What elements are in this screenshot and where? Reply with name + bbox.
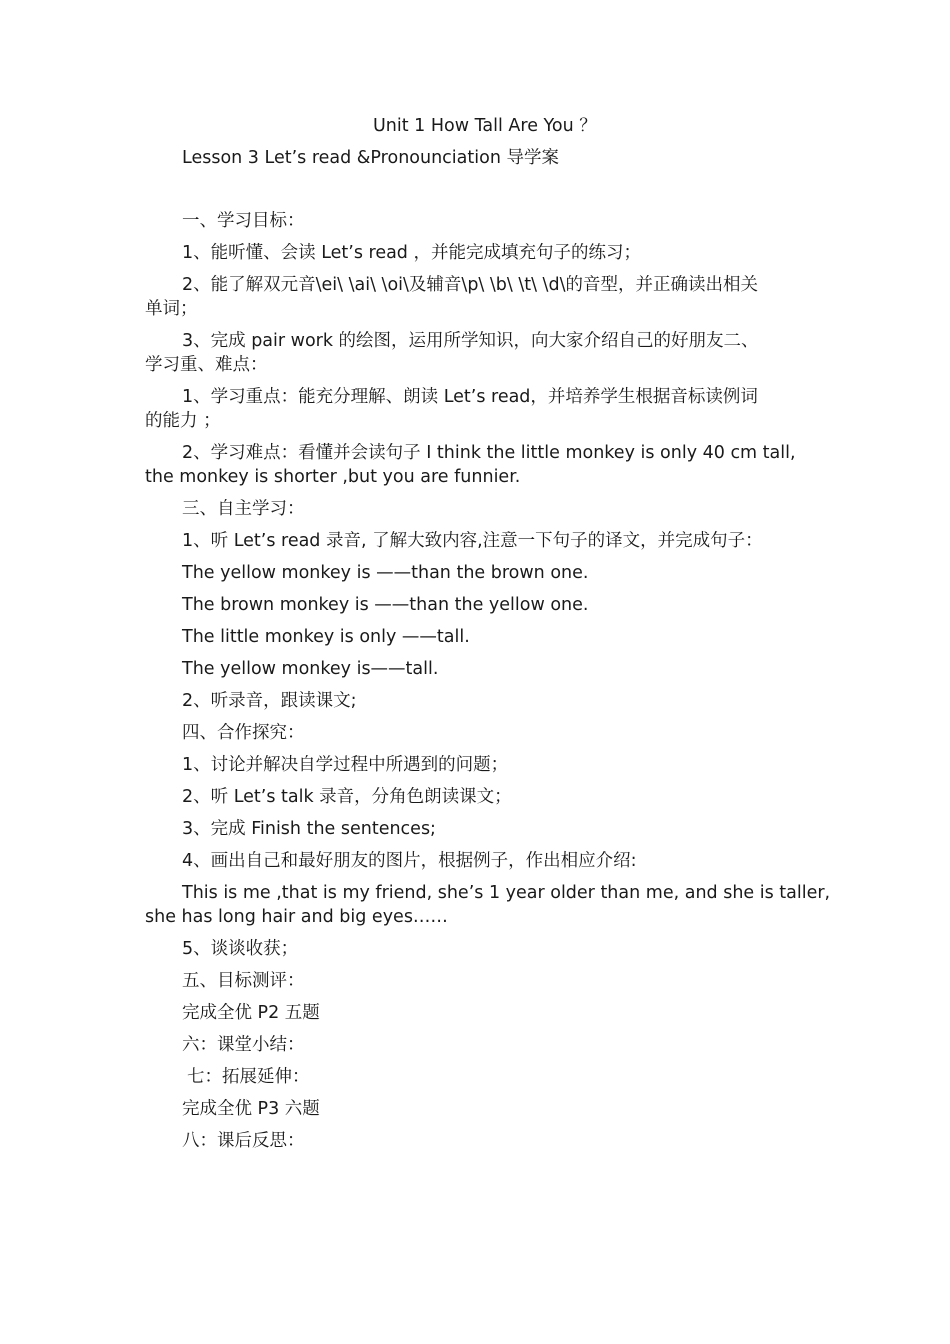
paragraph-line: 1、能听懂、会读 Let’s read ，并能完成填充句子的练习； — [182, 243, 641, 263]
paragraph-line: 1、讨论并解决自学过程中所遇到的问题； — [182, 755, 509, 775]
paragraph-line: the monkey is shorter ,but you are funnier. — [145, 467, 521, 487]
paragraph-line: 的能力 ； — [145, 411, 221, 431]
paragraph-line: 5、谈谈收获； — [182, 939, 299, 959]
paragraph-line: 完成全优 P3 六题 — [182, 1099, 320, 1119]
exercise-sentence: The brown monkey is ——than the yellow one. — [182, 595, 589, 615]
paragraph-line: 2、学习难点：看懂并会读句子 I think the little monkey is only 40 cm tall, — [182, 443, 796, 463]
paragraph-line: 学习重、难点： — [145, 355, 268, 375]
exercise-sentence: The yellow monkey is——tall. — [182, 659, 439, 679]
paragraph-line: 2、能了解双元音\ei\ \ai\ \oi\及辅音\p\ \b\ \t\ \d\的音型，并正确读出相关 — [182, 275, 758, 295]
example-text: she has long hair and big eyes…… — [145, 907, 448, 927]
section-heading-cooperation: 四、合作探究： — [182, 723, 305, 743]
section-heading-objectives: 一、学习目标： — [182, 211, 305, 231]
paragraph-line: 完成全优 P2 五题 — [182, 1003, 320, 1023]
section-heading-summary: 六：课堂小结： — [182, 1035, 305, 1055]
paragraph-line: 单词； — [145, 299, 198, 319]
paragraph-line: 1、听 Let’s read 录音, 了解大致内容,注意一下句子的译文，并完成句子： — [182, 531, 763, 551]
document-subtitle: Lesson 3 Let’s read &Pronounciation 导学案 — [182, 148, 559, 168]
paragraph-line: 2、听 Let’s talk 录音，分角色朗读课文； — [182, 787, 512, 807]
paragraph-line: 1、学习重点：能充分理解、朗读 Let’s read，并培养学生根据音标读例词 — [182, 387, 758, 407]
section-heading-evaluation: 五、目标测评： — [182, 971, 305, 991]
paragraph-line: 2、听录音，跟读课文; — [182, 691, 357, 711]
section-heading-self-study: 三、自主学习： — [182, 499, 305, 519]
exercise-sentence: The yellow monkey is ——than the brown one. — [182, 563, 589, 583]
paragraph-line: 3、完成 pair work 的绘图，运用所学知识，向大家介绍自己的好朋友二、 — [182, 331, 759, 351]
section-heading-reflection: 八：课后反思： — [182, 1131, 305, 1151]
example-text: This is me ,that is my friend, she’s 1 year older than me, and she is taller, — [182, 883, 831, 903]
paragraph-line: 3、完成 Finish the sentences; — [182, 819, 436, 839]
paragraph-line: 4、画出自己和最好朋友的图片，根据例子，作出相应介绍: — [182, 851, 637, 871]
section-heading-extension: 七：拓展延伸： — [187, 1067, 310, 1087]
document-title: Unit 1 How Tall Are You ？ — [373, 116, 597, 136]
exercise-sentence: The little monkey is only ——tall. — [182, 627, 470, 647]
